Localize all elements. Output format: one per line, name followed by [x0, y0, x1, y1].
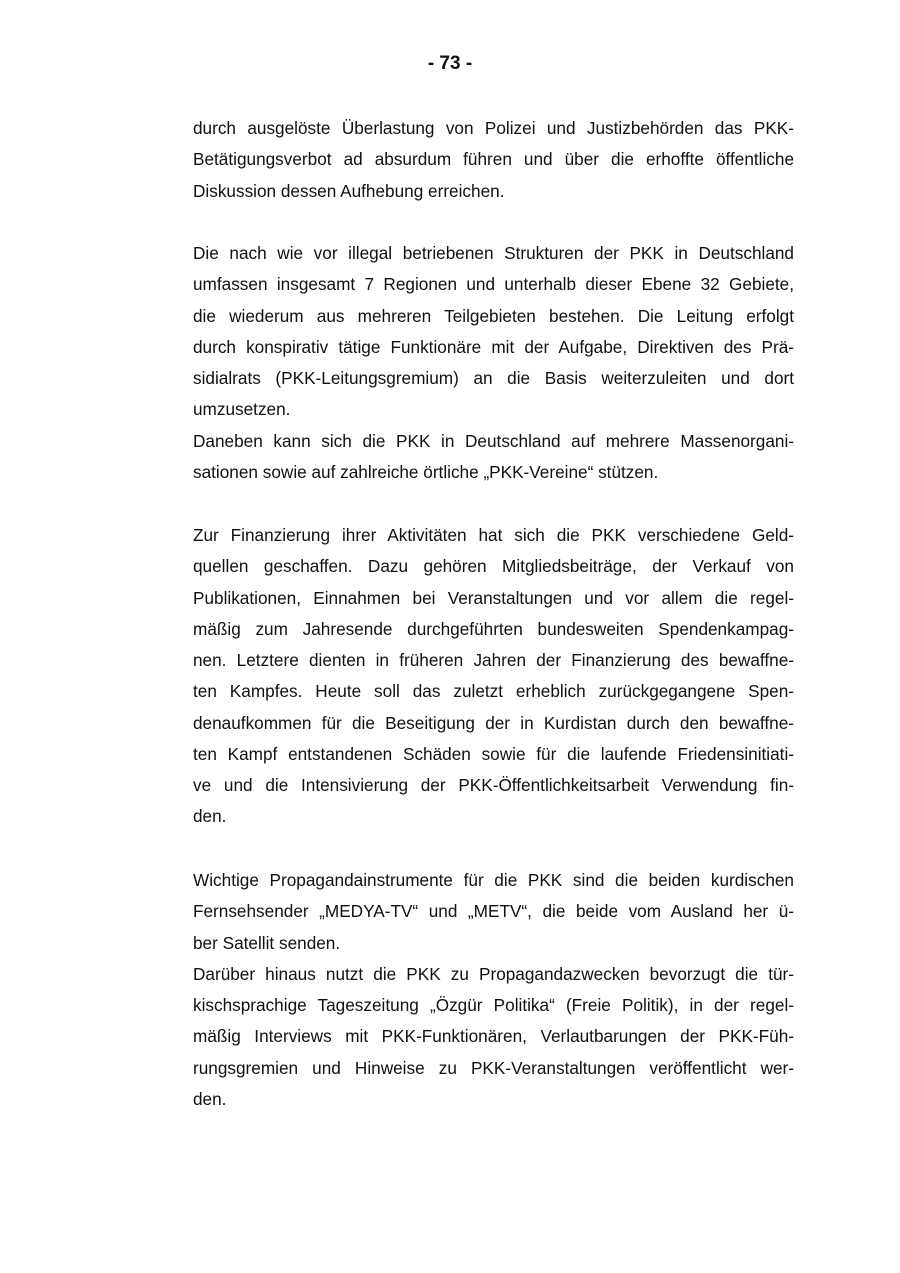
text-line: Wichtige Propagandainstrumente für die PKK sind die beiden kurdischen — [193, 870, 794, 890]
paragraph-3 — [193, 520, 794, 833]
text-line: sidialrats (PKK-Leitungsgremium) an die Basis weiterzuleiten und dort — [193, 368, 794, 388]
text-line: durch konspirativ tätige Funktionäre mit der Aufgabe, Direktiven des Prä- — [193, 336, 794, 357]
text-line: ve und die Intensivierung der PKK-Öffentlichkeitsarbeit Verwendung fin- — [193, 775, 794, 795]
text-line: ten Kampf entstandenen Schäden sowie für die laufende Friedensinitiati- — [193, 743, 794, 764]
text-line: Publikationen, Einnahmen bei Veranstaltungen und vor allem die regel- — [193, 587, 794, 608]
text-line: sationen sowie auf zahlreiche örtliche „PKK-Vereine“ stützen. — [193, 461, 659, 482]
text-line: Fernsehsender „MEDYA-TV“ und „METV“, die beide vom Ausland her ü- — [193, 901, 794, 922]
text-line: nen. Letztere dienten in früheren Jahren der Finanzierung des bewaffne- — [193, 650, 794, 670]
paragraph-4 — [193, 865, 794, 1115]
text-line: den. — [193, 1088, 227, 1109]
text-line: Darüber hinaus nutzt die PKK zu Propagandazwecken bevorzugt die tür- — [193, 963, 794, 984]
text-line: mäßig Interviews mit PKK-Funktionären, Verlautbarungen der PKK-Füh- — [193, 1026, 794, 1047]
text-line: mäßig zum Jahresende durchgeführten bundesweiten Spendenkampag- — [193, 618, 794, 639]
text-line: Zur Finanzierung ihrer Aktivitäten hat sich die PKK verschiedene Geld- — [193, 525, 794, 545]
text-line: ber Satellit senden. — [193, 932, 341, 953]
text-line: quellen geschaffen. Dazu gehören Mitgliedsbeiträge, der Verkauf von — [193, 556, 794, 577]
text-line: den. — [193, 806, 227, 827]
text-line: umfassen insgesamt 7 Regionen und unterhalb dieser Ebene 32 Gebiete, — [193, 274, 794, 295]
paragraph-1 — [193, 113, 794, 207]
paragraph-2 — [193, 238, 794, 488]
text-line: rungsgremien und Hinweise zu PKK-Veranstaltungen veröffentlicht wer- — [193, 1057, 794, 1078]
page-number: - 73 - — [427, 53, 473, 74]
text-line: Diskussion dessen Aufhebung erreichen. — [193, 180, 505, 201]
text-line: Die nach wie vor illegal betriebenen Strukturen der PKK in Deutschland — [193, 243, 794, 263]
text-line: Betätigungsverbot ad absurdum führen und über die erhoffte öffentliche — [193, 149, 794, 170]
text-line: Daneben kann sich die PKK in Deutschland auf mehrere Massenorgani- — [193, 430, 794, 451]
text-line: kischsprachige Tageszeitung „Özgür Politika“ (Freie Politik), in der regel- — [193, 995, 794, 1015]
text-line: durch ausgelöste Überlastung von Polizei und Justizbehörden das PKK- — [193, 118, 794, 138]
text-line: umzusetzen. — [193, 399, 291, 420]
text-line: denaufkommen für die Beseitigung der in Kurdistan durch den bewaffne- — [193, 712, 794, 733]
text-line: die wiederum aus mehreren Teilgebieten bestehen. Die Leitung erfolgt — [193, 305, 794, 326]
text-line: ten Kampfes. Heute soll das zuletzt erheblich zurückgegangene Spen- — [193, 681, 794, 702]
